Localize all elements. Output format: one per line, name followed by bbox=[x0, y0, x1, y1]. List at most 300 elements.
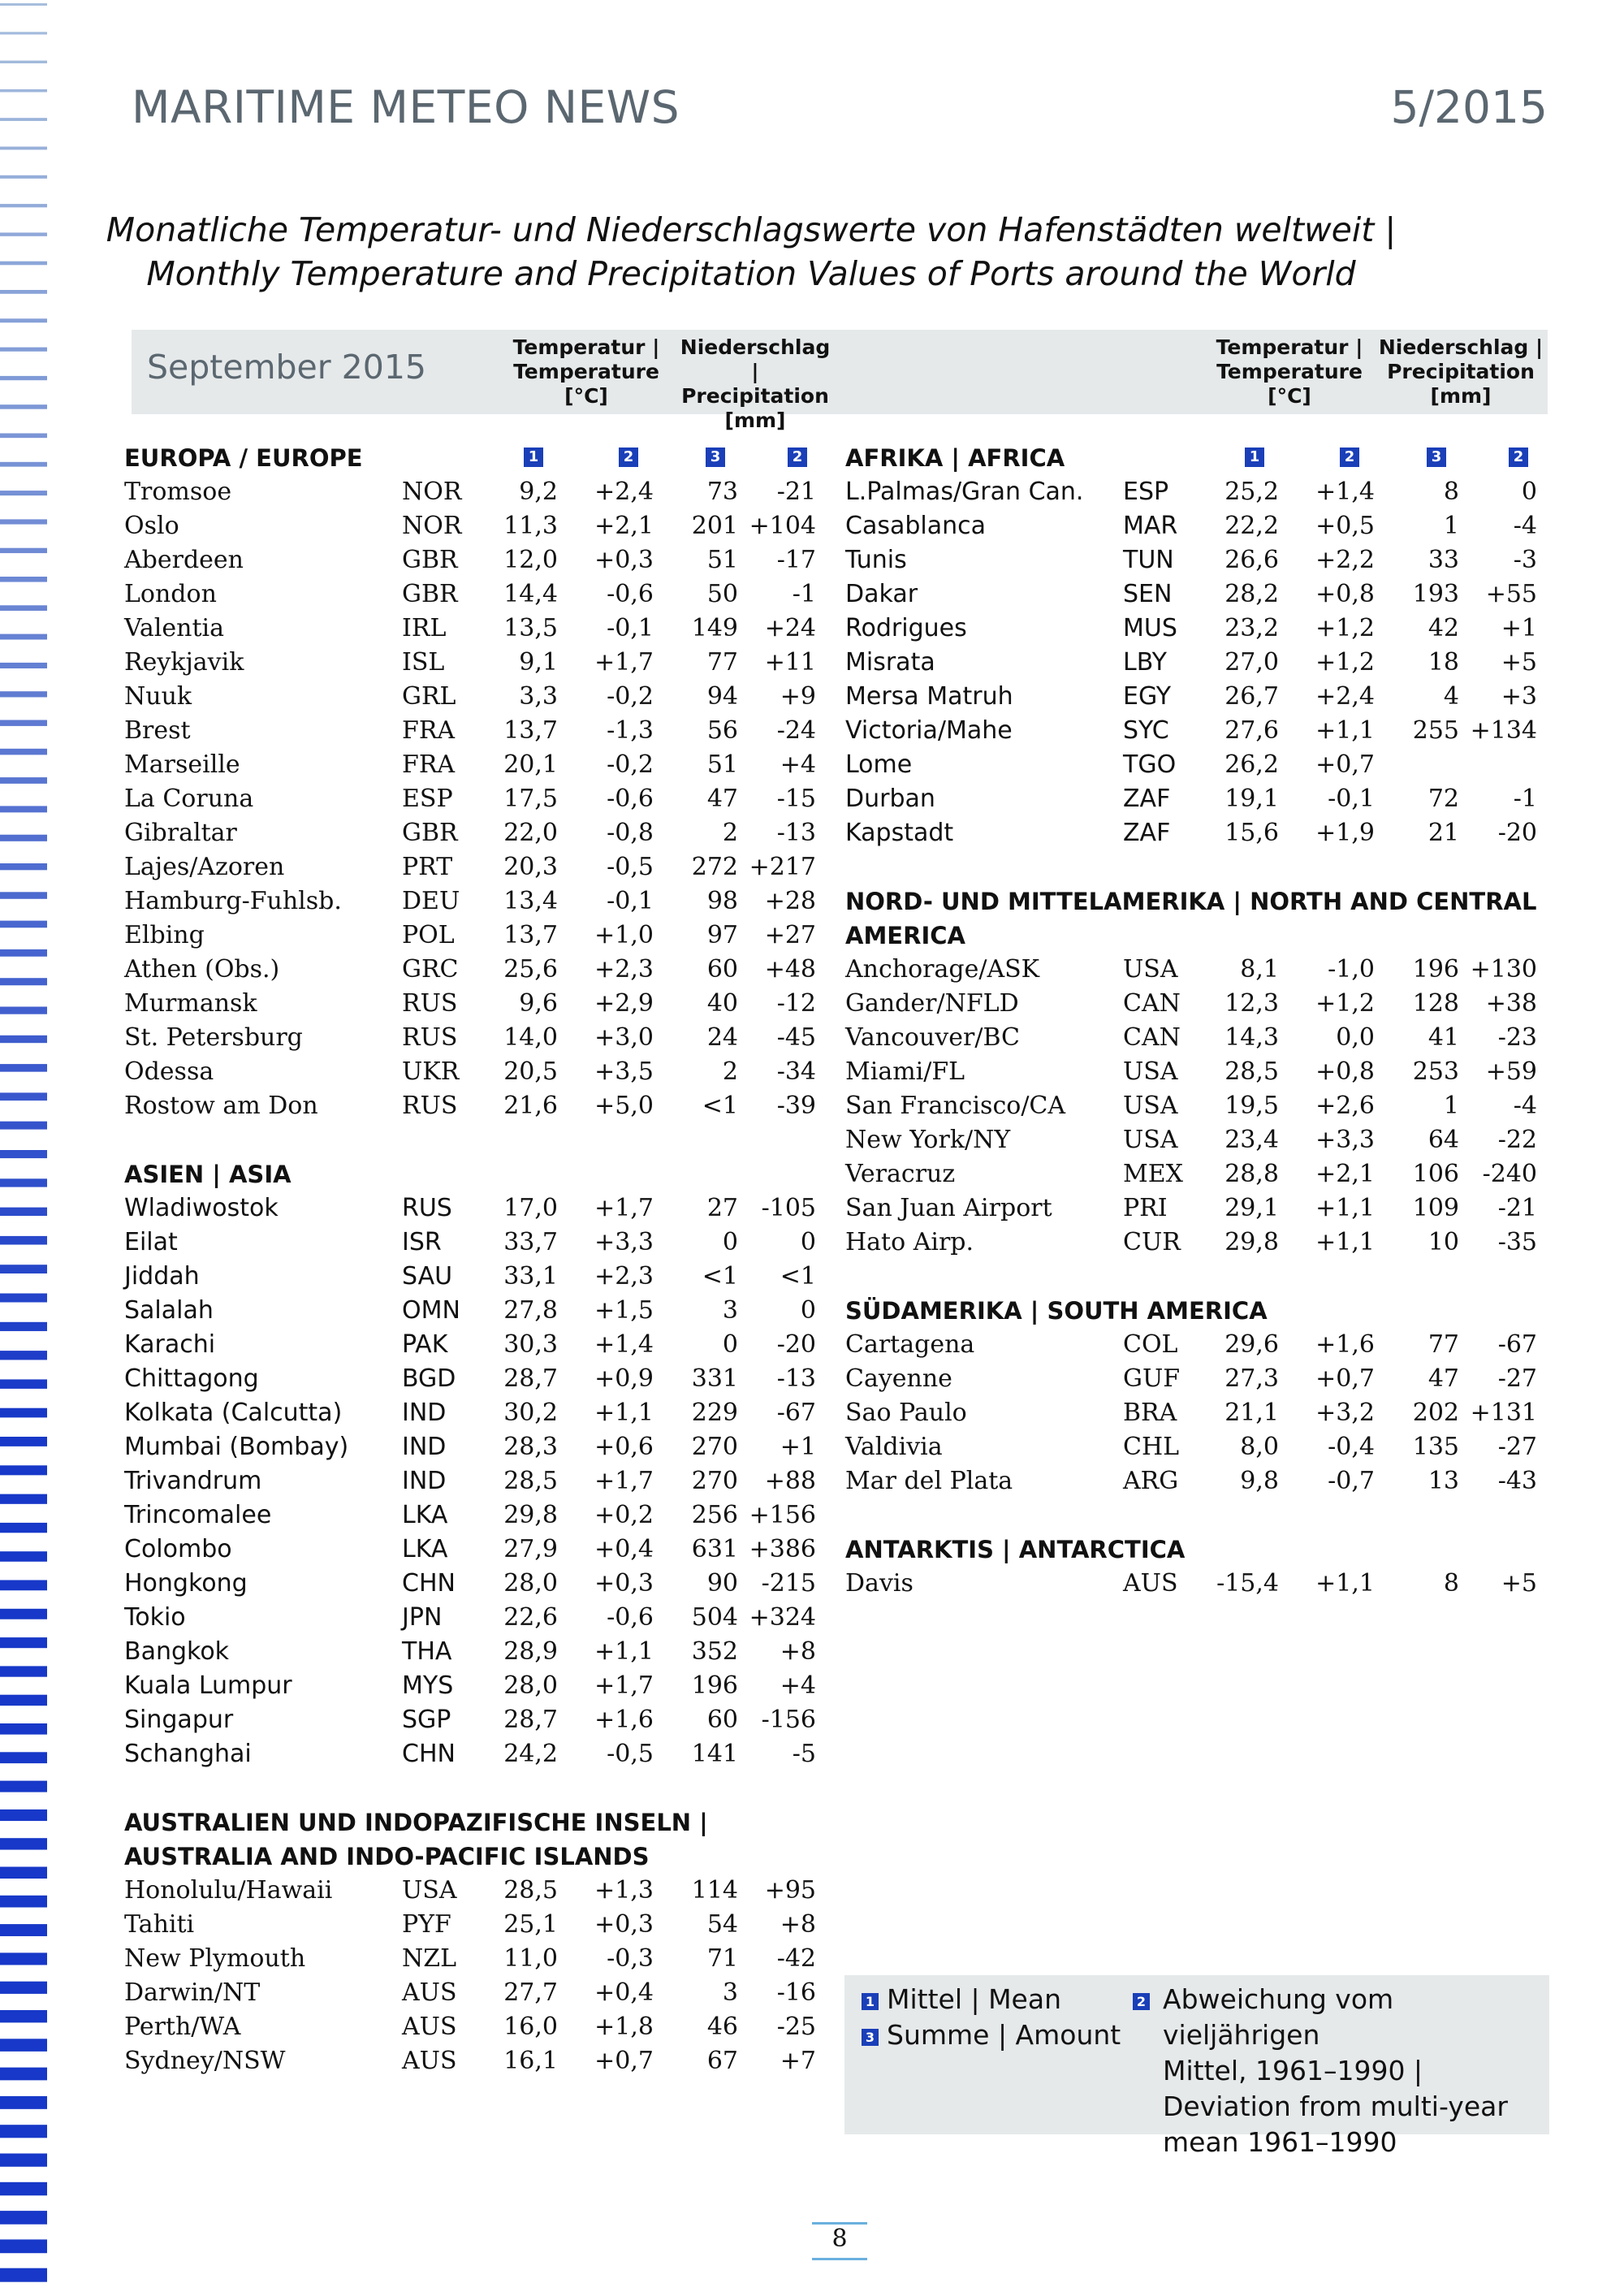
mean-temperature: 33,1 bbox=[503, 1262, 558, 1291]
mean-temperature: 12,3 bbox=[1224, 989, 1279, 1018]
precipitation-deviation: -27 bbox=[1497, 1433, 1537, 1461]
mean-temperature: 28,9 bbox=[503, 1637, 558, 1666]
section-title: NORD- UND MITTELAMERIKA | NORTH AND CENTRAL bbox=[845, 888, 1537, 915]
stripe-bar bbox=[0, 61, 47, 63]
port-name: Cayenne bbox=[845, 1364, 952, 1393]
precipitation-amount: 202 bbox=[1412, 1399, 1459, 1427]
table-row bbox=[124, 1430, 823, 1464]
stripe-bar bbox=[0, 1952, 47, 1965]
precipitation-amount: 141 bbox=[691, 1740, 738, 1768]
stripe-bar bbox=[0, 1122, 47, 1130]
precipitation-amount: 72 bbox=[1427, 785, 1459, 813]
temperature-deviation: +0,8 bbox=[1315, 1057, 1375, 1086]
stripe-bar bbox=[0, 2068, 47, 2081]
table-row bbox=[845, 646, 1544, 680]
temperature-deviation: +3,3 bbox=[594, 1228, 654, 1256]
temperature-deviation: +1,4 bbox=[594, 1330, 654, 1359]
stripe-bar bbox=[0, 32, 47, 34]
table-row bbox=[845, 577, 1544, 612]
mean-temperature: 19,5 bbox=[1224, 1092, 1279, 1120]
port-name: San Francisco/CA bbox=[845, 1092, 1066, 1120]
precipitation-amount: 60 bbox=[706, 1706, 738, 1734]
mean-temperature: 29,8 bbox=[1224, 1228, 1279, 1256]
mean-temperature: 16,0 bbox=[503, 2013, 558, 2041]
stripe-bar bbox=[0, 1150, 47, 1158]
precipitation-amount: 2 bbox=[722, 1057, 738, 1086]
country-code: IND bbox=[402, 1399, 447, 1427]
stripe-bar bbox=[0, 1752, 47, 1763]
table-row bbox=[124, 748, 823, 782]
precipitation-deviation: +1 bbox=[780, 1433, 816, 1461]
port-name: Hamburg-Fuhlsb. bbox=[124, 887, 342, 915]
port-name: Misrata bbox=[845, 648, 935, 677]
temperature-header-right: Temperatur | Temperature [°C] bbox=[1216, 335, 1363, 408]
port-name: Marseille bbox=[124, 750, 240, 779]
section-south-america bbox=[845, 1294, 1544, 1498]
country-code: USA bbox=[1123, 955, 1178, 984]
stripe-bar bbox=[0, 147, 47, 150]
table-row bbox=[124, 1567, 823, 1601]
precipitation-deviation: -17 bbox=[776, 546, 816, 574]
mean-temperature: 22,2 bbox=[1224, 512, 1279, 540]
mean-temperature: 27,6 bbox=[1224, 716, 1279, 745]
precipitation-amount: 18 bbox=[1427, 648, 1459, 677]
mean-temperature: 16,1 bbox=[503, 2047, 558, 2075]
table-row bbox=[124, 577, 823, 612]
precipitation-deviation: +5 bbox=[1501, 648, 1537, 677]
country-code: NZL bbox=[402, 1944, 457, 1973]
temperature-deviation: +1,1 bbox=[1315, 716, 1375, 745]
mean-temperature: 27,8 bbox=[503, 1296, 558, 1325]
stripe-bar bbox=[0, 1064, 47, 1072]
mean-temperature: 9,2 bbox=[519, 478, 558, 506]
precipitation-amount: 90 bbox=[706, 1569, 738, 1598]
country-code: PRI bbox=[1123, 1194, 1168, 1222]
stripe-bar bbox=[0, 376, 47, 380]
precipitation-deviation: -21 bbox=[776, 478, 816, 506]
port-name: L.Palmas/Gran Can. bbox=[845, 478, 1084, 506]
stripe-bar bbox=[0, 290, 47, 294]
temperature-deviation: +1,1 bbox=[1315, 1569, 1375, 1598]
mean-temperature: 33,7 bbox=[503, 1228, 558, 1256]
precipitation-deviation: +1 bbox=[1501, 614, 1537, 642]
stripe-bar bbox=[0, 1867, 47, 1879]
precipitation-deviation: -13 bbox=[776, 819, 816, 847]
temperature-deviation: +3,5 bbox=[594, 1057, 654, 1086]
table-row bbox=[845, 475, 1544, 509]
table-row bbox=[845, 1157, 1544, 1191]
mean-temperature: 27,3 bbox=[1224, 1364, 1279, 1393]
temperature-deviation: +2,4 bbox=[594, 478, 654, 506]
precipitation-amount: 504 bbox=[691, 1603, 738, 1632]
precipitation-amount: 77 bbox=[706, 648, 738, 677]
stripe-bar bbox=[0, 2154, 47, 2167]
badge-deviation: 2 bbox=[619, 448, 638, 467]
temperature-deviation: -0,6 bbox=[607, 785, 654, 813]
country-code: AUS bbox=[1123, 1569, 1178, 1598]
country-code: GBR bbox=[402, 546, 458, 574]
mean-temperature: 27,9 bbox=[503, 1535, 558, 1563]
mean-temperature: 23,2 bbox=[1224, 614, 1279, 642]
port-name: Dakar bbox=[845, 580, 918, 608]
country-code: BRA bbox=[1123, 1399, 1177, 1427]
precipitation-amount: 128 bbox=[1412, 989, 1459, 1018]
mean-temperature: 28,3 bbox=[503, 1433, 558, 1461]
mean-temperature: 13,4 bbox=[503, 887, 558, 915]
mean-temperature: 26,7 bbox=[1224, 682, 1279, 711]
table-row bbox=[124, 1464, 823, 1498]
stripe-bar bbox=[0, 1236, 47, 1245]
stripe-bar bbox=[0, 577, 47, 582]
port-name: Oslo bbox=[124, 512, 179, 540]
table-row bbox=[124, 1737, 823, 1771]
mean-temperature: 9,1 bbox=[519, 648, 558, 677]
subtitle-german: Monatliche Temperatur- und Niederschlagswerte von Hafenstädten weltweit | bbox=[106, 210, 1397, 249]
temperature-deviation: +2,6 bbox=[1315, 1092, 1375, 1120]
temperature-deviation: +1,2 bbox=[1315, 614, 1375, 642]
temperature-deviation: +0,3 bbox=[594, 1569, 654, 1598]
precipitation-deviation: +3 bbox=[1501, 682, 1537, 711]
stripe-bar bbox=[0, 1265, 47, 1273]
mean-temperature: 26,2 bbox=[1224, 750, 1279, 779]
port-name: Tunis bbox=[845, 546, 907, 574]
precipitation-amount: 10 bbox=[1427, 1228, 1459, 1256]
table-row bbox=[124, 1021, 823, 1055]
stripe-bar bbox=[0, 1609, 47, 1619]
country-code: RUS bbox=[402, 1092, 458, 1120]
country-code: CUR bbox=[1123, 1228, 1181, 1256]
mean-temperature: 20,5 bbox=[503, 1057, 558, 1086]
stripe-bar bbox=[0, 1666, 47, 1676]
badge-mean: 1 bbox=[524, 448, 543, 467]
mean-temperature: 20,1 bbox=[503, 750, 558, 779]
precipitation-deviation: +134 bbox=[1470, 716, 1537, 745]
precipitation-amount: 27 bbox=[706, 1194, 738, 1222]
precipitation-deviation: +386 bbox=[749, 1535, 816, 1563]
precipitation-amount: 229 bbox=[691, 1399, 738, 1427]
page-edge-stripe bbox=[0, 0, 47, 2296]
port-name: Lajes/Azoren bbox=[124, 853, 285, 881]
temperature-deviation: +1,6 bbox=[1315, 1330, 1375, 1359]
temperature-deviation: +1,4 bbox=[1315, 478, 1375, 506]
stripe-bar bbox=[0, 175, 47, 179]
mean-temperature: 21,6 bbox=[503, 1092, 558, 1120]
country-code: EGY bbox=[1123, 682, 1172, 711]
port-name: Tahiti bbox=[124, 1910, 195, 1939]
stripe-bar bbox=[0, 89, 47, 93]
temperature-deviation: +1,8 bbox=[594, 2013, 654, 2041]
mean-temperature: 15,6 bbox=[1224, 819, 1279, 847]
precipitation-deviation: -22 bbox=[1497, 1126, 1537, 1154]
stripe-bar bbox=[0, 548, 47, 553]
port-name: Aberdeen bbox=[124, 546, 244, 574]
table-row bbox=[124, 1294, 823, 1328]
port-name: Bangkok bbox=[124, 1637, 230, 1666]
port-name: Mar del Plata bbox=[845, 1467, 1013, 1495]
table-row bbox=[124, 543, 823, 577]
section-europe bbox=[124, 441, 823, 1123]
table-row bbox=[845, 1464, 1544, 1498]
stripe-bar bbox=[0, 1810, 47, 1821]
table-row bbox=[124, 1669, 823, 1703]
temperature-deviation: -0,6 bbox=[607, 1603, 654, 1632]
precipitation-amount: 97 bbox=[706, 921, 738, 949]
stripe-bar bbox=[0, 2239, 47, 2253]
table-row bbox=[845, 509, 1544, 543]
section-title: SÜDAMERIKA | SOUTH AMERICA bbox=[845, 1297, 1268, 1325]
temperature-deviation: +0,6 bbox=[594, 1433, 654, 1461]
stripe-bar bbox=[0, 634, 47, 640]
temperature-deviation: -1,0 bbox=[1328, 955, 1375, 984]
mean-temperature: 25,2 bbox=[1224, 478, 1279, 506]
table-row bbox=[124, 1908, 823, 1942]
stripe-bar bbox=[0, 2125, 47, 2138]
table-row bbox=[845, 987, 1544, 1021]
precipitation-deviation: -1 bbox=[792, 580, 816, 608]
precipitation-deviation: +8 bbox=[780, 1637, 816, 1666]
stripe-bar bbox=[0, 892, 47, 898]
subtitle-english: Monthly Temperature and Precipitation Values of Ports around the World bbox=[146, 254, 1356, 293]
port-name: Kapstadt bbox=[845, 819, 954, 847]
mean-temperature: 27,0 bbox=[1224, 648, 1279, 677]
table-row bbox=[124, 987, 823, 1021]
country-code: IRL bbox=[402, 614, 447, 642]
precipitation-deviation: +104 bbox=[749, 512, 816, 540]
precipitation-deviation: -23 bbox=[1497, 1023, 1537, 1052]
temperature-deviation: +3,2 bbox=[1315, 1399, 1375, 1427]
stripe-bar bbox=[0, 519, 47, 524]
precipitation-amount: 109 bbox=[1412, 1194, 1459, 1222]
port-name: Darwin/NT bbox=[124, 1978, 261, 2007]
precipitation-amount: 47 bbox=[706, 785, 738, 813]
precipitation-amount: 201 bbox=[691, 512, 738, 540]
stripe-bar bbox=[0, 1322, 47, 1331]
port-name: Lome bbox=[845, 750, 913, 779]
country-code: NOR bbox=[402, 512, 462, 540]
precipitation-amount: 51 bbox=[706, 546, 738, 574]
precipitation-amount: 41 bbox=[1427, 1023, 1459, 1052]
country-code: GRC bbox=[402, 955, 459, 984]
precipitation-amount: 256 bbox=[691, 1501, 738, 1529]
table-row bbox=[845, 1328, 1544, 1362]
mean-temperature: 17,5 bbox=[503, 785, 558, 813]
mean-temperature: 17,0 bbox=[503, 1194, 558, 1222]
country-code: ZAF bbox=[1123, 785, 1171, 813]
mean-temperature: 28,7 bbox=[503, 1364, 558, 1393]
section-title: ASIEN | ASIA bbox=[124, 1161, 292, 1188]
stripe-bar bbox=[0, 491, 47, 495]
section-title: EUROPA / EUROPE bbox=[124, 444, 363, 472]
port-name: Davis bbox=[845, 1569, 914, 1598]
country-code: THA bbox=[402, 1637, 452, 1666]
precipitation-deviation: +59 bbox=[1485, 1057, 1537, 1086]
stripe-bar bbox=[0, 1494, 47, 1504]
table-row bbox=[124, 1396, 823, 1430]
temperature-deviation: -0,2 bbox=[607, 750, 654, 779]
mean-temperature: 9,8 bbox=[1240, 1467, 1279, 1495]
section-asia bbox=[124, 1157, 823, 1771]
stripe-bar bbox=[0, 1580, 47, 1591]
country-code: CHN bbox=[402, 1740, 456, 1768]
issue-number: 5/2015 bbox=[1390, 81, 1548, 133]
table-row bbox=[845, 1396, 1544, 1430]
country-code: MYS bbox=[402, 1671, 454, 1700]
port-name: Kolkata (Calcutta) bbox=[124, 1399, 343, 1427]
precipitation-deviation: +11 bbox=[764, 648, 816, 677]
country-code: GBR bbox=[402, 819, 458, 847]
precipitation-deviation: -34 bbox=[776, 1057, 816, 1086]
stripe-bar bbox=[0, 1379, 47, 1389]
precipitation-amount: 0 bbox=[722, 1228, 738, 1256]
precipitation-deviation: 0 bbox=[1521, 478, 1537, 506]
table-row bbox=[124, 1498, 823, 1533]
port-name: Durban bbox=[845, 785, 935, 813]
precipitation-deviation: +24 bbox=[764, 614, 816, 642]
temperature-deviation: -0,5 bbox=[607, 1740, 654, 1768]
table-row bbox=[845, 1021, 1544, 1055]
port-name: Sao Paulo bbox=[845, 1399, 967, 1427]
temperature-deviation: +0,7 bbox=[594, 2047, 654, 2075]
legend-badge-deviation: 2 bbox=[1133, 1993, 1150, 2010]
country-code: USA bbox=[1123, 1092, 1178, 1120]
precipitation-deviation: 0 bbox=[800, 1228, 816, 1256]
table-row bbox=[845, 1567, 1544, 1601]
stripe-bar bbox=[0, 462, 47, 467]
country-code: ARG bbox=[1123, 1467, 1179, 1495]
port-name: Sydney/NSW bbox=[124, 2047, 286, 2075]
precipitation-deviation: +9 bbox=[780, 682, 816, 711]
country-code: CAN bbox=[1123, 1023, 1181, 1052]
port-name: London bbox=[124, 580, 217, 608]
stripe-bar bbox=[0, 1178, 47, 1187]
precipitation-header-right: Niederschlag | Precipitation [mm] bbox=[1378, 335, 1544, 408]
stripe-bar bbox=[0, 204, 47, 207]
country-code: RUS bbox=[402, 1194, 452, 1222]
legend-mean: Mittel | Mean bbox=[887, 1983, 1061, 2015]
mean-temperature: 3,3 bbox=[519, 682, 558, 711]
temperature-deviation: +0,9 bbox=[594, 1364, 654, 1393]
mean-temperature: 27,7 bbox=[503, 1978, 558, 2007]
stripe-bar bbox=[0, 1437, 47, 1446]
country-code: GUF bbox=[1123, 1364, 1181, 1393]
stripe-bar bbox=[0, 1465, 47, 1475]
temperature-deviation: +0,5 bbox=[1315, 512, 1375, 540]
precipitation-amount: 94 bbox=[706, 682, 738, 711]
stripe-bar bbox=[0, 262, 47, 266]
precipitation-amount: 77 bbox=[1427, 1330, 1459, 1359]
precipitation-amount: 33 bbox=[1427, 546, 1459, 574]
mean-temperature: 28,0 bbox=[503, 1671, 558, 1700]
table-row bbox=[845, 612, 1544, 646]
stripe-bar bbox=[0, 1781, 47, 1792]
country-code: MEX bbox=[1123, 1160, 1183, 1188]
country-code: LKA bbox=[402, 1535, 448, 1563]
mean-temperature: 29,1 bbox=[1224, 1194, 1279, 1222]
legend-box bbox=[844, 1975, 1549, 2158]
stripe-bar bbox=[0, 1982, 47, 1994]
mean-temperature: 14,0 bbox=[503, 1023, 558, 1052]
precipitation-amount: 270 bbox=[691, 1433, 738, 1461]
temperature-deviation: -0,8 bbox=[607, 819, 654, 847]
mean-temperature: 13,5 bbox=[503, 614, 558, 642]
table-row bbox=[845, 714, 1544, 748]
mean-temperature: 24,2 bbox=[503, 1740, 558, 1768]
temperature-deviation: +0,7 bbox=[1315, 750, 1375, 779]
precipitation-deviation: -3 bbox=[1513, 546, 1537, 574]
country-code: ISR bbox=[402, 1228, 442, 1256]
stripe-bar bbox=[0, 691, 47, 697]
port-name: Mersa Matruh bbox=[845, 682, 1013, 711]
table-row bbox=[845, 1430, 1544, 1464]
table-row bbox=[124, 919, 823, 953]
precipitation-amount: 631 bbox=[691, 1535, 738, 1563]
precipitation-deviation: +5 bbox=[1501, 1569, 1537, 1598]
stripe-bar bbox=[0, 663, 47, 668]
table-row bbox=[124, 1601, 823, 1635]
port-name: Rodrigues bbox=[845, 614, 967, 642]
table-row bbox=[124, 816, 823, 850]
stripe-bar bbox=[0, 1551, 47, 1562]
temperature-deviation: -0,4 bbox=[1328, 1433, 1375, 1461]
temperature-deviation: +3,0 bbox=[594, 1023, 654, 1052]
port-name: Kuala Lumpur bbox=[124, 1671, 292, 1700]
stripe-bar bbox=[0, 1294, 47, 1303]
port-name: La Coruna bbox=[124, 785, 254, 813]
stripe-bar bbox=[0, 2211, 47, 2225]
legend-badge-amount: 3 bbox=[862, 2029, 879, 2046]
precipitation-deviation: +4 bbox=[780, 1671, 816, 1700]
table-row bbox=[845, 1226, 1544, 1260]
temperature-deviation: +0,3 bbox=[594, 546, 654, 574]
country-code: TGO bbox=[1123, 750, 1177, 779]
temperature-deviation: +2,2 bbox=[1315, 546, 1375, 574]
precipitation-deviation: -16 bbox=[776, 1978, 816, 2007]
badge-amount: 3 bbox=[1427, 448, 1446, 467]
table-row bbox=[124, 1533, 823, 1567]
mean-temperature: 8,0 bbox=[1240, 1433, 1279, 1461]
country-code: JPN bbox=[402, 1603, 443, 1632]
temperature-deviation: +1,2 bbox=[1315, 989, 1375, 1018]
precipitation-amount: 50 bbox=[706, 580, 738, 608]
mean-temperature: 28,8 bbox=[1224, 1160, 1279, 1188]
country-code: RUS bbox=[402, 1023, 458, 1052]
precipitation-deviation: <1 bbox=[780, 1262, 816, 1291]
mean-temperature: 13,7 bbox=[503, 921, 558, 949]
port-name: Tokio bbox=[124, 1603, 186, 1632]
precipitation-amount: 149 bbox=[691, 614, 738, 642]
country-code: RUS bbox=[402, 989, 458, 1018]
precipitation-deviation: +38 bbox=[1485, 989, 1537, 1018]
legend-deviation: Abweichung vom vieljährigen Mittel, 1961–1990 | Deviation from multi-year mean 1961–1990 bbox=[1163, 1983, 1508, 2158]
port-name: Casablanca bbox=[845, 512, 986, 540]
country-code: USA bbox=[1123, 1126, 1178, 1154]
country-code: FRA bbox=[402, 716, 456, 745]
precipitation-amount: 47 bbox=[1427, 1364, 1459, 1393]
stripe-bar bbox=[0, 978, 47, 985]
mean-temperature: 11,0 bbox=[503, 1944, 558, 1973]
port-name: Jiddah bbox=[124, 1262, 200, 1291]
stripe-bar bbox=[0, 1351, 47, 1360]
section-title: ANTARKTIS | ANTARCTICA bbox=[845, 1536, 1186, 1563]
section-title: AUSTRALIEN UND INDOPAZIFISCHE INSELN | bbox=[124, 1809, 708, 1836]
precipitation-deviation: -42 bbox=[776, 1944, 816, 1973]
country-code: TUN bbox=[1123, 546, 1174, 574]
table-row bbox=[124, 782, 823, 816]
stripe-bar bbox=[0, 1208, 47, 1216]
stripe-bar bbox=[0, 863, 47, 870]
precipitation-deviation: -13 bbox=[776, 1364, 816, 1393]
badge-deviation: 2 bbox=[788, 448, 807, 467]
